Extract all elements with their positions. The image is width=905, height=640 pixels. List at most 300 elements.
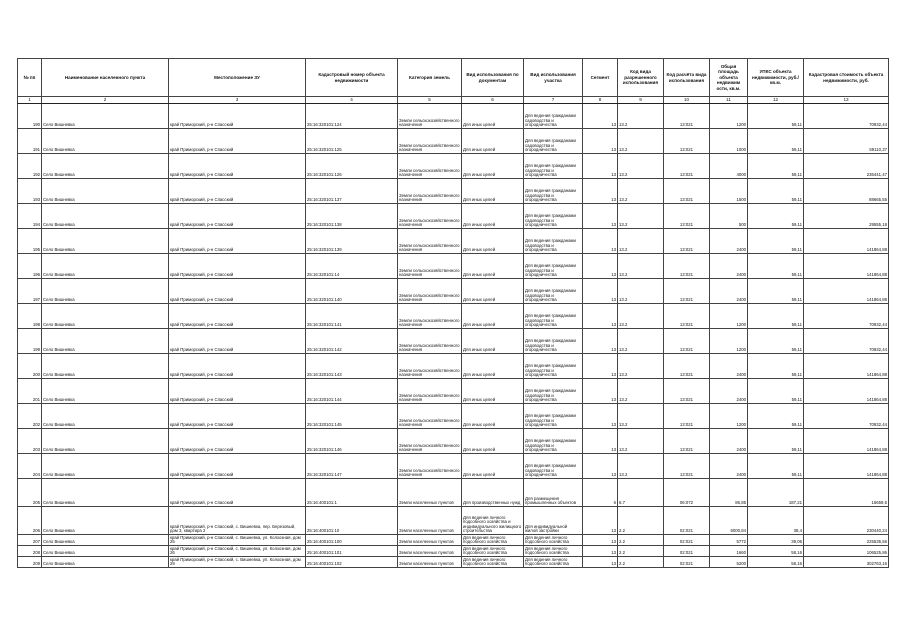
settlement-cell: Село Вишневка (42, 454, 169, 479)
location-cell: край Приморский, р-н Спасский, с. Вишневка, ул. Колхозная, дом 26 (169, 546, 306, 557)
column-number: 2 (42, 97, 169, 104)
cadastral-cost-cell: 141864,88 (804, 279, 889, 304)
upks-cell: 59,11 (748, 129, 804, 154)
area-cell: 2400 (710, 454, 748, 479)
header-segment: Сегмент (583, 59, 618, 97)
calc-code-cell: 13:021 (664, 179, 710, 204)
row-number: 205 (18, 479, 42, 507)
area-cell: 2400 (710, 429, 748, 454)
table-row (18, 204, 889, 229)
doc-use-cell: Для ведения личного подсобного хозяйства и индивидуального жилищного строительства (462, 507, 524, 535)
upks-cell: 39,06 (748, 535, 804, 546)
table-row (18, 179, 889, 204)
settlement-cell: Село Вишневка (42, 279, 169, 304)
area-cell: 2400 (710, 354, 748, 379)
plot-use-cell: Для ведения гражданами садоводства и огородничества (524, 229, 583, 254)
table-row (18, 557, 889, 568)
row-number: 198 (18, 304, 42, 329)
permitted-use-code-cell: 2.2 (618, 507, 664, 535)
calc-code-cell: 13:021 (664, 354, 710, 379)
doc-use-cell: Для ведения личного подсобного хозяйства (462, 535, 524, 546)
permitted-use-code-cell: 13.2 (618, 429, 664, 454)
cadastral-cost-cell: 70932,44 (804, 104, 889, 129)
cadastral-number-cell: 25:16:400101:101 (306, 546, 398, 557)
doc-use-cell: Для иных целей (462, 329, 524, 354)
location-cell: край Приморский, р-н Спасский (169, 204, 306, 229)
upks-cell: 187,21 (748, 479, 804, 507)
land-category-cell: Земли сельскохозяйственного назначения (398, 379, 462, 404)
area-cell: 5772 (710, 535, 748, 546)
column-number: 9 (618, 97, 664, 104)
segment-cell: 13 (583, 104, 618, 129)
segment-cell: 13 (583, 254, 618, 279)
header-cadastral-number: Кадастровый номер объекта недвижимости (306, 59, 398, 97)
table-row (18, 279, 889, 304)
land-category-cell: Земли сельскохозяйственного назначения (398, 154, 462, 179)
settlement-cell: Село Вишневка (42, 204, 169, 229)
cadastral-number-cell: 25:16:320101:138 (306, 204, 398, 229)
calc-code-cell: 13:021 (664, 279, 710, 304)
upks-cell: 59,11 (748, 204, 804, 229)
upks-cell: 59,11 (748, 354, 804, 379)
upks-cell: 59,11 (748, 279, 804, 304)
settlement-cell: Село Вишневка (42, 254, 169, 279)
table-row (18, 104, 889, 129)
header-plot-use: Вид использования участка (524, 59, 583, 97)
area-cell: 5200 (710, 557, 748, 568)
settlement-cell: Село Вишневка (42, 354, 169, 379)
header-upks: УПКС объекта недвижимости, руб./кв.м. (748, 59, 804, 97)
location-cell: край Приморский, р-н Спасский (169, 254, 306, 279)
header-location: Местоположение ЗУ (169, 59, 306, 97)
upks-cell: 59,11 (748, 254, 804, 279)
plot-use-cell: Для ведения гражданами садоводства и огородничества (524, 454, 583, 479)
cadastral-cost-cell: 141864,88 (804, 254, 889, 279)
calc-code-cell: 02:021 (664, 535, 710, 546)
area-cell: 1200 (710, 104, 748, 129)
cadastral-cost-cell: 141864,88 (804, 454, 889, 479)
row-number: 201 (18, 379, 42, 404)
row-number: 203 (18, 429, 42, 454)
location-cell: край Приморский, р-н Спасский (169, 404, 306, 429)
calc-code-cell: 02:021 (664, 546, 710, 557)
area-cell: 6000,84 (710, 507, 748, 535)
upks-cell: 59,11 (748, 229, 804, 254)
cadastral-cost-cell: 29555,18 (804, 204, 889, 229)
segment-cell: 13 (583, 429, 618, 454)
cadastral-value-table-sheet (17, 58, 888, 568)
column-number: 7 (524, 97, 583, 104)
segment-cell: 13 (583, 454, 618, 479)
land-category-cell: Земли населенных пунктов (398, 507, 462, 535)
plot-use-cell: Для ведения гражданами садоводства и огородничества (524, 129, 583, 154)
column-number-row (18, 97, 889, 104)
doc-use-cell: Для иных целей (462, 454, 524, 479)
cadastral-number-cell: 25:16:400101:100 (306, 535, 398, 546)
table-row (18, 429, 889, 454)
segment-cell: 13 (583, 154, 618, 179)
table-row (18, 546, 889, 557)
calc-code-cell: 13:021 (664, 254, 710, 279)
upks-cell: 59,11 (748, 379, 804, 404)
doc-use-cell: Для иных целей (462, 154, 524, 179)
doc-use-cell: Для иных целей (462, 354, 524, 379)
plot-use-cell: Для ведения личного подсобного хозяйства (524, 535, 583, 546)
table-row (18, 229, 889, 254)
settlement-cell: Село Вишневка (42, 479, 169, 507)
calc-code-cell: 02:021 (664, 507, 710, 535)
plot-use-cell: Для ведения гражданами садоводства и огородничества (524, 329, 583, 354)
cadastral-number-cell: 25:16:320101:147 (306, 454, 398, 479)
calc-code-cell: 13:021 (664, 379, 710, 404)
upks-cell: 59,11 (748, 404, 804, 429)
permitted-use-code-cell: 13.2 (618, 379, 664, 404)
location-cell: край Приморский, р-н Спасский (169, 154, 306, 179)
row-number: 209 (18, 557, 42, 568)
permitted-use-code-cell: 13.2 (618, 304, 664, 329)
segment-cell: 13 (583, 535, 618, 546)
doc-use-cell: Для иных целей (462, 429, 524, 454)
header-area: Общая площадь объекта недвижим ости, кв.м. (710, 59, 748, 97)
land-category-cell: Земли сельскохозяйственного назначения (398, 229, 462, 254)
land-category-cell: Земли населенных пунктов (398, 479, 462, 507)
upks-cell: 59,11 (748, 454, 804, 479)
settlement-cell: Село Вишневка (42, 557, 169, 568)
header-cadastral-cost: Кадастровая стоимость объекта недвижимости, руб. (804, 59, 889, 97)
upks-cell: 59,11 (748, 304, 804, 329)
cadastral-cost-cell: 59110,37 (804, 129, 889, 154)
land-category-cell: Земли сельскохозяйственного назначения (398, 354, 462, 379)
column-number: 8 (583, 97, 618, 104)
location-cell: край Приморский, р-н Спасский (169, 379, 306, 404)
row-number: 192 (18, 154, 42, 179)
cadastral-number-cell: 25:16:320101:144 (306, 379, 398, 404)
permitted-use-code-cell: 13.2 (618, 104, 664, 129)
row-number: 200 (18, 354, 42, 379)
doc-use-cell: Для иных целей (462, 179, 524, 204)
area-cell: 1200 (710, 329, 748, 354)
land-category-cell: Земли сельскохозяйственного назначения (398, 179, 462, 204)
land-category-cell: Земли сельскохозяйственного назначения (398, 104, 462, 129)
location-cell: край Приморский, р-н Спасский, с. Вишневка, ул. Колхозная, дом 29 (169, 557, 306, 568)
segment-cell: 13 (583, 129, 618, 154)
plot-use-cell: Для ведения гражданами садоводства и огородничества (524, 404, 583, 429)
column-number: 3 (169, 97, 306, 104)
cadastral-cost-cell: 141864,88 (804, 229, 889, 254)
location-cell: край Приморский, р-н Спасский, с. Вишневка, пер. Березовый, дом 3, квартира 2 (169, 507, 306, 535)
land-category-cell: Земли сельскохозяйственного назначения (398, 454, 462, 479)
plot-use-cell: Для размещения промышленных объектов (524, 479, 583, 507)
table-row (18, 304, 889, 329)
cadastral-number-cell: 25:16:400101:1 (306, 479, 398, 507)
cadastral-number-cell: 25:16:400101:10 (306, 507, 398, 535)
cadastral-number-cell: 25:16:320101:143 (306, 354, 398, 379)
settlement-cell: Село Вишневка (42, 404, 169, 429)
table-row (18, 404, 889, 429)
segment-cell: 13 (583, 204, 618, 229)
location-cell: край Приморский, р-н Спасский (169, 304, 306, 329)
column-number: 5 (398, 97, 462, 104)
cadastral-cost-cell: 106525,86 (804, 546, 889, 557)
column-number: 13 (804, 97, 889, 104)
cadastral-cost-cell: 141864,88 (804, 379, 889, 404)
header-number: № пп (18, 59, 42, 97)
table-header-row (18, 59, 889, 97)
column-number: 6 (462, 97, 524, 104)
header-land-category: Категория земель (398, 59, 462, 97)
column-number: 4 (306, 97, 398, 104)
row-number: 204 (18, 454, 42, 479)
segment-cell: 13 (583, 379, 618, 404)
location-cell: край Приморский, р-н Спасский (169, 104, 306, 129)
permitted-use-code-cell: 13.2 (618, 404, 664, 429)
calc-code-cell: 13:021 (664, 429, 710, 454)
land-category-cell: Земли населенных пунктов (398, 535, 462, 546)
cadastral-cost-cell: 225535,56 (804, 535, 889, 546)
land-category-cell: Земли сельскохозяйственного назначения (398, 304, 462, 329)
calc-code-cell: 06:072 (664, 479, 710, 507)
column-number: 1 (18, 97, 42, 104)
table-body (18, 104, 889, 568)
land-category-cell: Земли сельскохозяйственного назначения (398, 254, 462, 279)
plot-use-cell: Для ведения гражданами садоводства и огородничества (524, 379, 583, 404)
cadastral-number-cell: 25:16:320101:141 (306, 304, 398, 329)
permitted-use-code-cell: 13.2 (618, 354, 664, 379)
column-number: 11 (710, 97, 748, 104)
segment-cell: 13 (583, 179, 618, 204)
calc-code-cell: 13:021 (664, 104, 710, 129)
permitted-use-code-cell: 13.2 (618, 279, 664, 304)
row-number: 191 (18, 129, 42, 154)
area-cell: 500 (710, 204, 748, 229)
area-cell: 2400 (710, 229, 748, 254)
upks-cell: 59,11 (748, 429, 804, 454)
segment-cell: 6 (583, 479, 618, 507)
land-category-cell: Земли сельскохозяйственного назначения (398, 429, 462, 454)
column-number: 10 (664, 97, 710, 104)
permitted-use-code-cell: 6.7 (618, 479, 664, 507)
cadastral-number-cell: 25:16:320101:137 (306, 179, 398, 204)
settlement-cell: Село Вишневка (42, 104, 169, 129)
calc-code-cell: 13:021 (664, 129, 710, 154)
segment-cell: 13 (583, 279, 618, 304)
cadastral-number-cell: 25:16:320101:142 (306, 329, 398, 354)
segment-cell: 13 (583, 507, 618, 535)
cadastral-cost-cell: 230440,24 (804, 507, 889, 535)
land-category-cell: Земли сельскохозяйственного назначения (398, 404, 462, 429)
plot-use-cell: Для ведения гражданами садоводства и огородничества (524, 279, 583, 304)
plot-use-cell: Для ведения гражданами садоводства и огородничества (524, 429, 583, 454)
segment-cell: 13 (583, 557, 618, 568)
permitted-use-code-cell: 13.2 (618, 154, 664, 179)
segment-cell: 13 (583, 354, 618, 379)
upks-cell: 59,11 (748, 104, 804, 129)
settlement-cell: Село Вишневка (42, 154, 169, 179)
doc-use-cell: Для иных целей (462, 129, 524, 154)
location-cell: край Приморский, р-н Спасский (169, 329, 306, 354)
column-number: 12 (748, 97, 804, 104)
cadastral-number-cell: 25:16:320101:145 (306, 404, 398, 429)
doc-use-cell: Для ведения личного подсобного хозяйства (462, 546, 524, 557)
row-number: 190 (18, 104, 42, 129)
cadastral-number-cell: 25:16:320101:126 (306, 154, 398, 179)
row-number: 195 (18, 229, 42, 254)
cadastral-cost-cell: 88665,55 (804, 179, 889, 204)
doc-use-cell: Для иных целей (462, 229, 524, 254)
calc-code-cell: 13:021 (664, 404, 710, 429)
settlement-cell: Село Вишневка (42, 507, 169, 535)
area-cell: 1200 (710, 404, 748, 429)
calc-code-cell: 13:021 (664, 154, 710, 179)
area-cell: 1000 (710, 129, 748, 154)
cadastral-number-cell: 25:16:320101:124 (306, 104, 398, 129)
area-cell: 2400 (710, 379, 748, 404)
doc-use-cell: Для иных целей (462, 304, 524, 329)
plot-use-cell: Для ведения гражданами садоводства и огородничества (524, 204, 583, 229)
segment-cell: 13 (583, 229, 618, 254)
doc-use-cell: Для иных целей (462, 204, 524, 229)
row-number: 196 (18, 254, 42, 279)
land-category-cell: Земли населенных пунктов (398, 546, 462, 557)
doc-use-cell: Для ведения личного подсобного хозяйства (462, 557, 524, 568)
table-row (18, 329, 889, 354)
cadastral-number-cell: 25:16:320101:14 (306, 254, 398, 279)
settlement-cell: Село Вишневка (42, 329, 169, 354)
table-row (18, 479, 889, 507)
calc-code-cell: 02:021 (664, 557, 710, 568)
plot-use-cell: Для ведения гражданами садоводства и огородничества (524, 304, 583, 329)
location-cell: край Приморский, р-н Спасский (169, 429, 306, 454)
segment-cell: 13 (583, 546, 618, 557)
settlement-cell: Село Вишневка (42, 179, 169, 204)
permitted-use-code-cell: 13.2 (618, 179, 664, 204)
location-cell: край Приморский, р-н Спасский (169, 454, 306, 479)
permitted-use-code-cell: 13.2 (618, 329, 664, 354)
table-row (18, 454, 889, 479)
settlement-cell: Село Вишневка (42, 535, 169, 546)
permitted-use-code-cell: 13.2 (618, 454, 664, 479)
location-cell: край Приморский, р-н Спасский (169, 354, 306, 379)
row-number: 207 (18, 535, 42, 546)
settlement-cell: Село Вишневка (42, 229, 169, 254)
plot-use-cell: Для ведения личного подсобного хозяйства (524, 557, 583, 568)
cadastral-cost-cell: 16659,5 (804, 479, 889, 507)
permitted-use-code-cell: 2.2 (618, 546, 664, 557)
table-row (18, 535, 889, 546)
cadastral-number-cell: 25:16:320101:146 (306, 429, 398, 454)
doc-use-cell: Для иных целей (462, 379, 524, 404)
settlement-cell: Село Вишневка (42, 304, 169, 329)
cadastral-number-cell: 25:16:320101:139 (306, 229, 398, 254)
row-number: 208 (18, 546, 42, 557)
doc-use-cell: Для иных целей (462, 254, 524, 279)
location-cell: край Приморский, р-н Спасский (169, 229, 306, 254)
area-cell: 1500 (710, 179, 748, 204)
plot-use-cell: Для ведения гражданами садоводства и огородничества (524, 254, 583, 279)
table-row (18, 129, 889, 154)
plot-use-cell: Для индивидуальной жилой застройки (524, 507, 583, 535)
plot-use-cell: Для ведения личного подсобного хозяйства (524, 546, 583, 557)
segment-cell: 13 (583, 404, 618, 429)
row-number: 199 (18, 329, 42, 354)
doc-use-cell: Для иных целей (462, 404, 524, 429)
plot-use-cell: Для ведения гражданами садоводства и огородничества (524, 354, 583, 379)
area-cell: 86,85 (710, 479, 748, 507)
area-cell: 2400 (710, 279, 748, 304)
settlement-cell: Село Вишневка (42, 129, 169, 154)
upks-cell: 58,16 (748, 557, 804, 568)
row-number: 197 (18, 279, 42, 304)
header-settlement: Наименование населенного пункта (42, 59, 169, 97)
upks-cell: 58,16 (748, 546, 804, 557)
cadastral-cost-cell: 141864,88 (804, 354, 889, 379)
upks-cell: 59,11 (748, 329, 804, 354)
upks-cell: 38,4 (748, 507, 804, 535)
doc-use-cell: Для производственных нужд (462, 479, 524, 507)
row-number: 194 (18, 204, 42, 229)
permitted-use-code-cell: 13.2 (618, 129, 664, 154)
doc-use-cell: Для иных целей (462, 279, 524, 304)
upks-cell: 59,11 (748, 179, 804, 204)
table-row (18, 154, 889, 179)
table-row (18, 354, 889, 379)
calc-code-cell: 13:021 (664, 454, 710, 479)
permitted-use-code-cell: 2.2 (618, 535, 664, 546)
doc-use-cell: Для иных целей (462, 104, 524, 129)
cadastral-cost-cell: 70932,44 (804, 304, 889, 329)
cadastral-number-cell: 25:16:320101:140 (306, 279, 398, 304)
cadastral-cost-cell: 236441,47 (804, 154, 889, 179)
land-category-cell: Земли сельскохозяйственного назначения (398, 204, 462, 229)
cadastral-cost-cell: 70932,44 (804, 404, 889, 429)
calc-code-cell: 13:021 (664, 229, 710, 254)
row-number: 206 (18, 507, 42, 535)
segment-cell: 13 (583, 329, 618, 354)
permitted-use-code-cell: 13.2 (618, 254, 664, 279)
settlement-cell: Село Вишневка (42, 546, 169, 557)
cadastral-value-table (17, 58, 889, 568)
calc-code-cell: 13:021 (664, 304, 710, 329)
area-cell: 1200 (710, 304, 748, 329)
cadastral-cost-cell: 302763,16 (804, 557, 889, 568)
location-cell: край Приморский, р-н Спасский (169, 179, 306, 204)
calc-code-cell: 13:021 (664, 329, 710, 354)
land-category-cell: Земли сельскохозяйственного назначения (398, 129, 462, 154)
permitted-use-code-cell: 13.2 (618, 229, 664, 254)
permitted-use-code-cell: 13.2 (618, 204, 664, 229)
plot-use-cell: Для ведения гражданами садоводства и огородничества (524, 104, 583, 129)
calc-code-cell: 13:021 (664, 204, 710, 229)
cadastral-cost-cell: 70932,44 (804, 329, 889, 354)
table-row (18, 507, 889, 535)
location-cell: край Приморский, р-н Спасский, с. Вишневка, ул. Колхозная, дом 25 (169, 535, 306, 546)
location-cell: край Приморский, р-н Спасский (169, 279, 306, 304)
settlement-cell: Село Вишневка (42, 379, 169, 404)
location-cell: край Приморский, р-н Спасский (169, 479, 306, 507)
area-cell: 1660 (710, 546, 748, 557)
segment-cell: 13 (583, 304, 618, 329)
header-calc-code: Код расчёта вида использования (664, 59, 710, 97)
land-category-cell: Земли сельскохозяйственного назначения (398, 279, 462, 304)
cadastral-number-cell: 25:16:320101:125 (306, 129, 398, 154)
area-cell: 2400 (710, 254, 748, 279)
row-number: 202 (18, 404, 42, 429)
table-row (18, 254, 889, 279)
table-row (18, 379, 889, 404)
plot-use-cell: Для ведения гражданами садоводства и огородничества (524, 154, 583, 179)
row-number: 193 (18, 179, 42, 204)
area-cell: 4000 (710, 154, 748, 179)
